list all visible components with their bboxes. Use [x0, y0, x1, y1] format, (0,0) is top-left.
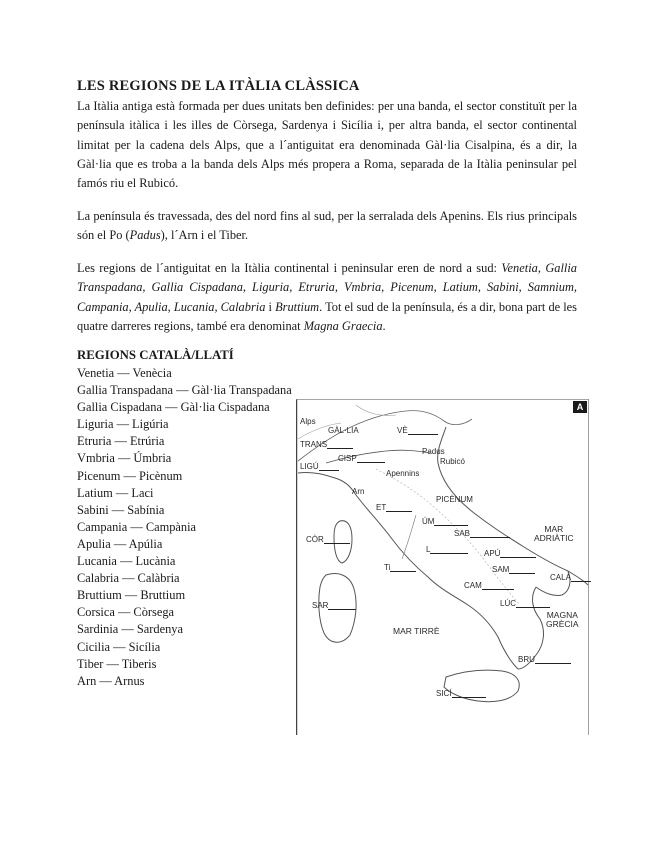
- padus-term: Padus: [129, 228, 161, 243]
- regions-text-middle: . Tot el sud de la península, és a dir, bona part de les quatre darreres regions, també era denominat: [77, 299, 578, 333]
- ligu-text: LIGÚ: [300, 462, 319, 471]
- label-apu: [484, 549, 536, 558]
- luc-text: LÚC: [500, 599, 517, 608]
- label-ligu: [300, 462, 339, 471]
- label-picenum: PICÈNUM: [436, 495, 473, 504]
- regions-text-end: .: [382, 318, 386, 333]
- conjunction: i: [265, 299, 276, 314]
- region-list: [77, 365, 292, 690]
- label-mar-tirre: MAR TIRRÈ: [393, 626, 440, 636]
- sar-text: SAR: [312, 601, 329, 610]
- italy-map: [296, 399, 589, 735]
- region-item: Tiber — Tiberis: [77, 656, 157, 671]
- label-mar-adriatic: MAR ADRIÀTIC: [534, 524, 574, 543]
- region-item: Latium — Laci: [77, 485, 154, 500]
- region-item: Vmbria — Úmbria: [77, 451, 172, 466]
- label-et: [376, 503, 412, 512]
- region-item: Lucania — Lucània: [77, 554, 176, 569]
- answer-blank: [327, 448, 353, 449]
- answer-blank: [357, 462, 385, 463]
- region-item: Gallia Cispadana — Gàl·lia Cispadana: [77, 400, 270, 415]
- label-luc: [500, 599, 550, 608]
- document-title: LES REGIONS DE LA ITÀLIA CLÀSSICA: [77, 78, 360, 94]
- region-item: Sardinia — Sardenya: [77, 622, 183, 637]
- region-item: Gallia Transpadana — Gàl·lia Transpadana: [77, 383, 292, 398]
- label-um: [422, 517, 468, 526]
- cam-text: CAM: [464, 581, 482, 590]
- answer-blank: [390, 571, 416, 572]
- rivers-text-end: ), l´Arn i el Tiber.: [160, 228, 249, 243]
- cala-text: CALÀ: [550, 573, 571, 582]
- regions-paragraph: [77, 259, 577, 336]
- label-sar: [312, 601, 356, 610]
- magna-graecia-term: Magna Graecia: [303, 318, 383, 333]
- l-text: L: [426, 545, 431, 554]
- answer-blank: [482, 589, 514, 590]
- regions-heading: REGIONS CATALÀ/LLATÍ: [77, 348, 234, 362]
- label-apennins: Apennins: [386, 469, 420, 478]
- region-item: Arn — Arnus: [77, 673, 145, 688]
- answer-blank: [319, 470, 339, 471]
- region-item: Campania — Campània: [77, 519, 197, 534]
- trans-text: TRANS: [300, 440, 328, 449]
- region-item: Liguria — Ligúria: [77, 417, 169, 432]
- bru-text: BRU: [518, 655, 535, 664]
- region-item: Corsica — Còrsega: [77, 605, 175, 620]
- regions-latin-list: Venetia, Gallia Transpadana, Gallia Cispadana, Liguria, Etruria, Vmbria, Picenum, Latium, Sabini, Samnium, Campania, Apulia, Lucania, Calabria: [77, 261, 577, 314]
- answer-blank: [452, 697, 486, 698]
- answer-blank: [386, 511, 412, 512]
- sab-text: SAB: [454, 529, 471, 538]
- label-magna-grecia: MAGNA GRÈCIA: [546, 610, 579, 629]
- region-item: Cicilia — Sicília: [77, 639, 161, 654]
- apu-text: APÚ: [484, 549, 501, 558]
- label-cala: [550, 573, 591, 582]
- regions-text-start: Les regions de l´antiguitat en la Itàlia continental i peninsular eren de nord a sud:: [77, 261, 502, 275]
- answer-blank: [408, 434, 438, 435]
- region-item: Sabini — Sabínia: [77, 502, 165, 517]
- answer-blank: [470, 537, 510, 538]
- answer-blank: [324, 543, 350, 544]
- label-bru: [518, 655, 571, 664]
- rivers-paragraph: [77, 207, 577, 246]
- label-gallia: GÀL·LIA: [328, 426, 359, 435]
- label-ve: [397, 426, 438, 435]
- label-rubico: Rubicó: [440, 457, 465, 466]
- adriatic-coast: [438, 427, 588, 585]
- ligurian-coast: [298, 472, 356, 495]
- answer-blank: [516, 607, 550, 608]
- region-item: Venetia — Venècia: [77, 366, 172, 380]
- answer-blank: [500, 557, 536, 558]
- region-item: Etruria — Etrúria: [77, 434, 165, 449]
- region-item: Apulia — Apúlia: [77, 536, 163, 551]
- answer-blank: [571, 581, 591, 582]
- et-text: ET: [376, 503, 387, 512]
- label-alps: Alps: [300, 417, 316, 426]
- rivers-text-start: La península és travessada, des del nord fins al sud, per la serralada dels Apenins. Els rius principals són el Po (: [77, 209, 577, 243]
- label-cor: [306, 535, 350, 544]
- label-padus: Padus: [422, 447, 445, 456]
- label-cisp: [338, 454, 385, 463]
- label-l: [426, 545, 468, 554]
- sic-text: SICÍ: [436, 689, 452, 698]
- ve-text: VÈ: [397, 426, 408, 435]
- bruttium-term: Bruttium: [275, 299, 320, 314]
- region-item: Bruttium — Bruttium: [77, 588, 186, 603]
- region-item: Calabria — Calàbria: [77, 571, 180, 586]
- label-sic: [436, 689, 486, 698]
- label-sam: [492, 565, 535, 574]
- intro-paragraph: La Itàlia antiga està formada per dues unitats ben definides: per una banda, el sector constituït per la península itàlica i les illes de Còrsega, Sardenya i Sicília i, per altra banda, el sector continental limitat per la cadena dels Alps, que a l´antiguitat era denominada Gàl·lia Cisalpina, és a dir, la Gàl·lia que es troba a la banda dels Alps més propera a Roma, separada de la Itàlia peninsular pel famós riu el Rubicó.: [77, 99, 577, 191]
- ti-text: Ti: [384, 563, 391, 572]
- alps-outline: [298, 411, 472, 461]
- label-arn: Arn: [352, 487, 365, 496]
- label-ti: [384, 563, 416, 572]
- label-cam: [464, 581, 514, 590]
- answer-blank: [434, 525, 468, 526]
- answer-blank: [509, 573, 535, 574]
- answer-blank: [430, 553, 468, 554]
- answer-blank: [328, 609, 356, 610]
- um-text: ÚM: [422, 517, 435, 526]
- map-badge: A: [573, 401, 587, 413]
- answer-blank: [535, 663, 571, 664]
- cisp-text: CISP: [338, 454, 357, 463]
- sam-text: SAM: [492, 565, 510, 574]
- tiber-river: [402, 515, 416, 559]
- region-item: Picenum — Picènum: [77, 468, 183, 483]
- cor-text: CÒR: [306, 535, 324, 544]
- label-sab: [454, 529, 510, 538]
- label-trans: [300, 440, 353, 449]
